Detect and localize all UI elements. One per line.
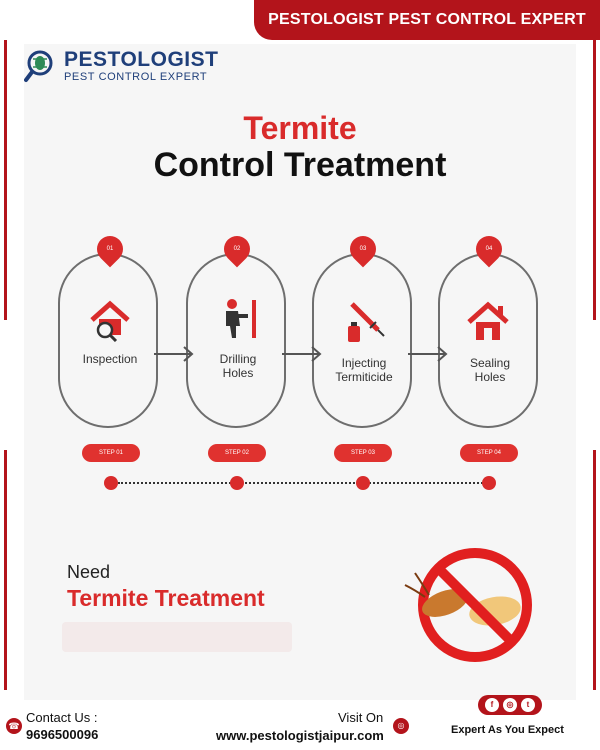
no-termite-icon [385,545,545,665]
phone-icon: ☎ [6,718,22,734]
step-3-badge: STEP 03 [334,444,392,462]
timeline-dot [230,476,244,490]
arrow-right-icon [280,344,324,364]
side-accent-left-lower [4,450,7,690]
timeline-dot [104,476,118,490]
step-4-badge: STEP 04 [460,444,518,462]
instagram-icon[interactable]: ◎ [503,698,517,712]
visit-label: Visit On [338,710,384,725]
contact-label: Contact Us : [26,710,98,725]
house-search-icon [88,298,132,342]
globe-icon: ◎ [393,718,409,734]
contact-number[interactable]: 9696500096 [26,727,99,742]
step-4-label: Sealing Holes [469,356,511,384]
faded-banner [62,622,292,652]
step-2-marker: 02 [219,231,256,268]
timeline-dot [356,476,370,490]
logo-subtitle: PEST CONTROL EXPERT [64,71,208,83]
step-1-marker: 01 [92,231,129,268]
cta-termite-treatment: Termite Treatment [67,585,265,611]
step-3-label: Injecting Termiticide [335,356,393,384]
social-links [478,695,542,715]
cta-need: Need [67,562,111,582]
step-1-label: Inspection [82,352,138,366]
syringe-bottle-icon [342,300,386,344]
top-banner [254,0,600,40]
timeline-line [118,482,490,484]
worker-drill-icon [216,296,260,340]
banner-text: PESTOLOGIST PEST CONTROL EXPERT [268,11,586,28]
step-3-marker: 03 [345,231,382,268]
step-2-card [186,253,286,428]
brand-logo [24,48,218,84]
twitter-icon[interactable]: t [521,698,535,712]
timeline-dot [482,476,496,490]
magnifier-bug-icon [24,48,60,84]
tagline: Expert As You Expect [451,724,564,736]
side-accent-right-lower [593,450,596,690]
arrow-right-icon [406,344,450,364]
step-1-badge: STEP 01 [82,444,140,462]
headline-line1: Termite [243,110,357,146]
logo-title: PESTOLOGIST [64,48,219,71]
step-2-label [188,352,288,380]
house-seal-icon [466,300,510,344]
website-link[interactable]: www.pestologistjaipur.com [216,728,384,743]
arrow-right-icon [152,344,196,364]
step-2-label-text: Drilling Holes [219,352,257,380]
step-2-badge: STEP 02 [208,444,266,462]
step-4-marker: 04 [471,231,508,268]
facebook-icon[interactable]: f [485,698,499,712]
headline-line2: Control Treatment [153,146,447,184]
